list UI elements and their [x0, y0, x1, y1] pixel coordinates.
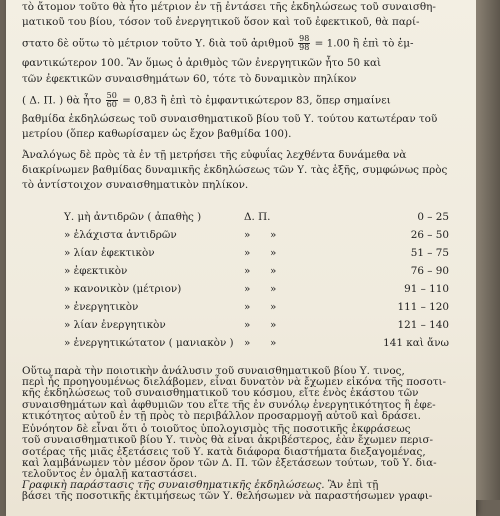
table-cell-dp2: » [270, 247, 277, 259]
text-line: ματικοῦ του βίου, τόσον τοῦ ἐνεργητικοῦ ὅσον καὶ τοῦ ἐφεκτικοῦ, θὰ παρί- [22, 16, 420, 28]
table-cell-dp2: » [270, 337, 277, 349]
table-row [22, 210, 462, 224]
text-line: μετρίου (ὅπερ καθωρίσαμεν ὡς ἔχον βαθμίδα 100). [22, 128, 292, 140]
table-row [22, 336, 462, 350]
text-line: Εὐνόητον δὲ εἶναι ὅτι ὁ τοιοῦτος ὑπολογισμὸς τῆς ποσοτικῆς ἐκφράσεως [22, 423, 411, 436]
text-fragment: ( Δ. Π. ) θὰ ἦτο [22, 94, 102, 107]
text-line-with-fraction [22, 92, 462, 109]
table-cell-dp2: » [270, 229, 277, 241]
table-cell-dp: » [244, 229, 251, 241]
table-cell-dp2: » [270, 319, 277, 331]
text-line: σοτέρας τῆς μιᾶς ἐξετάσεις τοῦ Υ. κατὰ διάφορα διαστήματα διεξαγομένας, [22, 445, 426, 458]
table-cell-range: 51 – 75 [410, 247, 449, 259]
text-fragment: = 1.00 ἢ ἐπὶ τὸ ἐμ- [314, 37, 414, 50]
text-line: βαθμίδα ἐκδηλώσεως τοῦ συναισθηματικοῦ βίου τοῦ Υ. τούτου κατωτέραν τοῦ [22, 113, 438, 125]
table-cell-range: 141 καὶ ἄνω [383, 337, 449, 349]
table-cell-dp: » [244, 247, 251, 259]
table-cell-dp: » [244, 301, 251, 313]
text-line: Οὕτω παρὰ τὴν ποιοτικὴν ἀνάλυσιν τοῦ συναισθηματικοῦ βίου Υ. τινος, [22, 365, 405, 377]
text-line: βάσει τῆς ποσοτικῆς ἐκτιμήσεως τῶν Υ. θελήσωμεν νὰ παραστήσωμεν γραφι- [22, 490, 433, 503]
table-row [22, 264, 462, 278]
table-cell-range: 121 – 140 [397, 319, 449, 331]
table-cell-label: » κανονικὸν (μέτριον) [64, 283, 182, 295]
table-row [22, 228, 462, 242]
table-row [22, 246, 462, 260]
text-line: κῆς ἐκδηλώσεως τοῦ συναισθηματικοῦ του κόσμου, εἴτε ἑνὸς ἑκάστου τῶν [22, 387, 419, 400]
table-cell-dp2: » [270, 301, 277, 313]
text-line: τῶν ἐφεκτικῶν συναισθημάτων 60, τότε τὸ δυναμικὸν πηλίκον [22, 73, 357, 85]
fraction-denominator: 98 [299, 43, 310, 52]
table-cell-dp2: » [270, 265, 277, 277]
text-line: διακρίνωμεν βαθμίδας δυναμικῆς ἐκδηλώσεως τῶν Υ. τὰς ἑξῆς, συμφώνως πρὸς [22, 164, 448, 176]
text-line: Ἀναλόγως δὲ πρὸς τὰ ἐν τῇ μετρήσει τῆς εὐφυΐας λεχθέντα δυνάμεθα νὰ [22, 149, 407, 161]
section-heading: Γραφικὴ παράστασις τῆς συναισθηματικῆς ἐκδηλώσεως. [22, 479, 325, 492]
table-cell-label: » ἐνεργητικὸν [64, 301, 139, 313]
table-cell-range: 111 – 120 [397, 301, 449, 313]
text-line: συναισθημάτων καὶ ἀφθυμιῶν του εἴτε τῆς ἐν συνόλῳ ἐνεργητικότητος ἢ ἐφε- [22, 398, 436, 411]
background-edge [476, 0, 500, 500]
text-line: καὶ λαμβάνωμεν τὸν μέσον ὅρον τῶν Δ. Π. τῶν ἐξετάσεων τούτων, τοῦ Υ. δια- [22, 456, 437, 469]
table-cell-label: Υ. μὴ ἀντιδρῶν ( ἀπαθὴς ) [64, 211, 202, 223]
table-cell-label: » ἐλάχιστα ἀντιδρῶν [64, 229, 177, 241]
fraction [298, 35, 310, 52]
table-cell-label: » ἐνεργητικώτατον ( μανιακὸν ) [64, 337, 234, 349]
table-row [22, 318, 462, 332]
table-cell-label: » λίαν ἐφεκτικὸν [64, 247, 155, 259]
table-cell-label: » λίαν ἐνεργητικὸν [64, 319, 166, 331]
fraction-numerator: 98 [299, 34, 310, 43]
table-cell-range: 26 – 50 [410, 229, 449, 241]
table-cell-range: 76 – 90 [410, 265, 449, 277]
text-fragment: στατο δὲ οὕτω τὸ μέτριον τοῦτο Υ. διὰ τοῦ ἀριθμοῦ [22, 37, 294, 50]
table-cell-dp2: » [270, 283, 277, 295]
table-row [22, 282, 462, 296]
text-line: φαντικώτερον 100. Ἂν ὅμως ὁ ἀριθμὸς τῶν ἐνεργητικῶν ἦτο 50 καὶ [22, 57, 382, 69]
text-fragment: Ἂν ἐπὶ τῇ [327, 479, 379, 492]
table-cell-dp: » [244, 265, 251, 277]
table-cell-dp: » [244, 283, 251, 295]
table-cell-dp: » [244, 337, 251, 349]
table-cell-range: 0 – 25 [417, 211, 449, 223]
text-line-with-fraction [22, 35, 462, 52]
text-fragment: = 0,83 ἢ ἐπὶ τὸ ἐμφαντικώτερον 83, ὅπερ σημαίνει [122, 94, 391, 107]
table-row [22, 300, 462, 314]
table-cell-range: 91 – 110 [404, 283, 449, 295]
table-cell-dp: Δ. Π. [244, 211, 271, 223]
text-line: περὶ ἧς προηγουμένως διελάβομεν, εἶναι δυνατὸν νὰ ἔχωμεν εἰκόνα τῆς ποσοτι- [22, 376, 447, 389]
fraction-numerator: 50 [106, 91, 117, 100]
text-line: τὸ ἀντίστοιχον συναισθηματικὸν πηλίκον. [22, 179, 249, 191]
text-line: τὸ ἄτομον τοῦτο θὰ ἦτο μέτριον ἐν τῇ ἐντάσει τῆς ἐκδηλώσεως τοῦ συναισθη- [22, 1, 436, 13]
fraction-denominator: 60 [106, 100, 117, 109]
table-cell-dp: » [244, 319, 251, 331]
fraction [106, 92, 118, 109]
text-line: κτικότητος αὐτοῦ ἐν τῇ πρὸς τὸ περιβάλλον προσαρμογῇ αὐτοῦ καὶ δράσει. [22, 409, 421, 422]
table-cell-label: » ἐφεκτικὸν [64, 265, 128, 277]
text-line: τοῦ συναισθηματικοῦ βίου Υ. τινὸς θὰ εἶναι ἀκριβέστερος, ἐὰν ἔχωμεν περισ- [22, 434, 434, 447]
text-line: τελοῦντος ἐν ὁμαλῇ καταστάσει. [22, 468, 198, 481]
